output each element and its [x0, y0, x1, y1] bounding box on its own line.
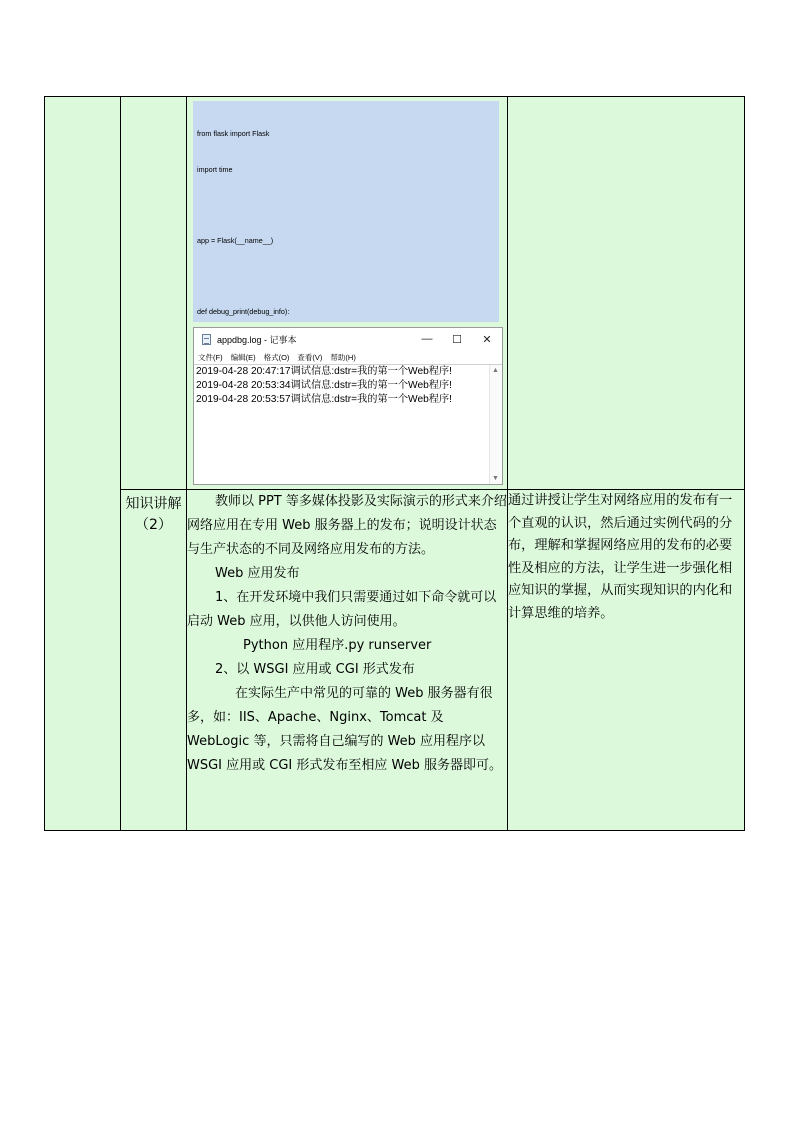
code-line: app = Flask(__name__): [197, 235, 274, 245]
content-cell-screenshots: [187, 97, 508, 490]
goal-cell-empty: [508, 97, 745, 490]
menu-item-format: 格式(O): [263, 352, 290, 362]
code-line: [197, 199, 495, 211]
vertical-scrollbar: [489, 365, 502, 484]
notepad-title-bar: [194, 328, 502, 350]
notepad-title: appdbg.log - 记事本: [217, 334, 297, 345]
scroll-down-icon: ▼: [492, 475, 499, 482]
subheading: Web 应用发布: [215, 566, 300, 581]
menu-item-file: 文件(F): [198, 352, 223, 362]
menu-item-edit: 编辑(E): [230, 352, 256, 362]
stage-cell: [45, 97, 121, 831]
paragraph: 2、以 WSGI 应用或 CGI 形式发布: [215, 662, 415, 677]
code-screenshot: [193, 101, 499, 322]
log-line: 2019-04-28 20:47:17调试信息:dstr=我的第一个Web程序!: [196, 366, 453, 377]
paragraph: 在实际生产中常见的可靠的 Web 服务器有很多，如：IIS、Apache、Nginx、Tomcat 及 WebLogic 等，只需将自己编写的 Web 应用程序以 WSGI 应用或 CGI 形式发布至相应 Web 服务器即可。: [187, 686, 503, 773]
notepad-text-area: [194, 364, 502, 484]
menu-item-view: 查看(V): [297, 352, 323, 362]
log-line: 2019-04-28 20:53:57调试信息:dstr=我的第一个Web程序!: [196, 394, 453, 405]
section-label: 知识讲解（2）: [121, 490, 187, 831]
code-line: from flask import Flask: [197, 128, 270, 138]
log-line: 2019-04-28 20:53:34调试信息:dstr=我的第一个Web程序!: [196, 380, 453, 391]
minimize-icon: —: [421, 333, 433, 345]
code-line: def debug_print(debug_info):: [197, 307, 290, 317]
notepad-icon: [202, 334, 211, 345]
code-line: import time: [197, 164, 233, 174]
menu-item-help: 帮助(H): [330, 352, 356, 362]
table-row: [45, 490, 745, 831]
label-cell-empty: [121, 97, 187, 490]
teaching-content: [187, 490, 508, 831]
close-icon: ✕: [482, 333, 492, 346]
lesson-plan-table: [44, 96, 745, 831]
code-line: [197, 271, 495, 283]
paragraph: 1、在开发环境中我们只需要通过如下命令就可以启动 Web 应用，以供他人访问使用。: [187, 590, 497, 629]
command-line: Python 应用程序.py runserver: [243, 638, 432, 653]
maximize-icon: ☐: [452, 333, 462, 346]
notepad-menu-bar: [194, 350, 502, 364]
paragraph: 教师以 PPT 等多媒体投影及实际演示的形式来介绍网络应用在专用 Web 服务器上的发布；说明设计状态与生产状态的不同及网络应用发布的方法。: [187, 494, 507, 557]
design-intent: 通过讲授让学生对网络应用的发布有一个直观的认识，然后通过实例代码的分布，理解和掌握网络应用的发布的必要性及相应的方法，让学生进一步强化相应知识的掌握，从而实现知识的内化和计算思维的培养。: [508, 490, 745, 831]
notepad-window-screenshot: [193, 327, 503, 485]
scroll-up-icon: ▲: [492, 367, 499, 374]
table-row: [45, 97, 745, 490]
